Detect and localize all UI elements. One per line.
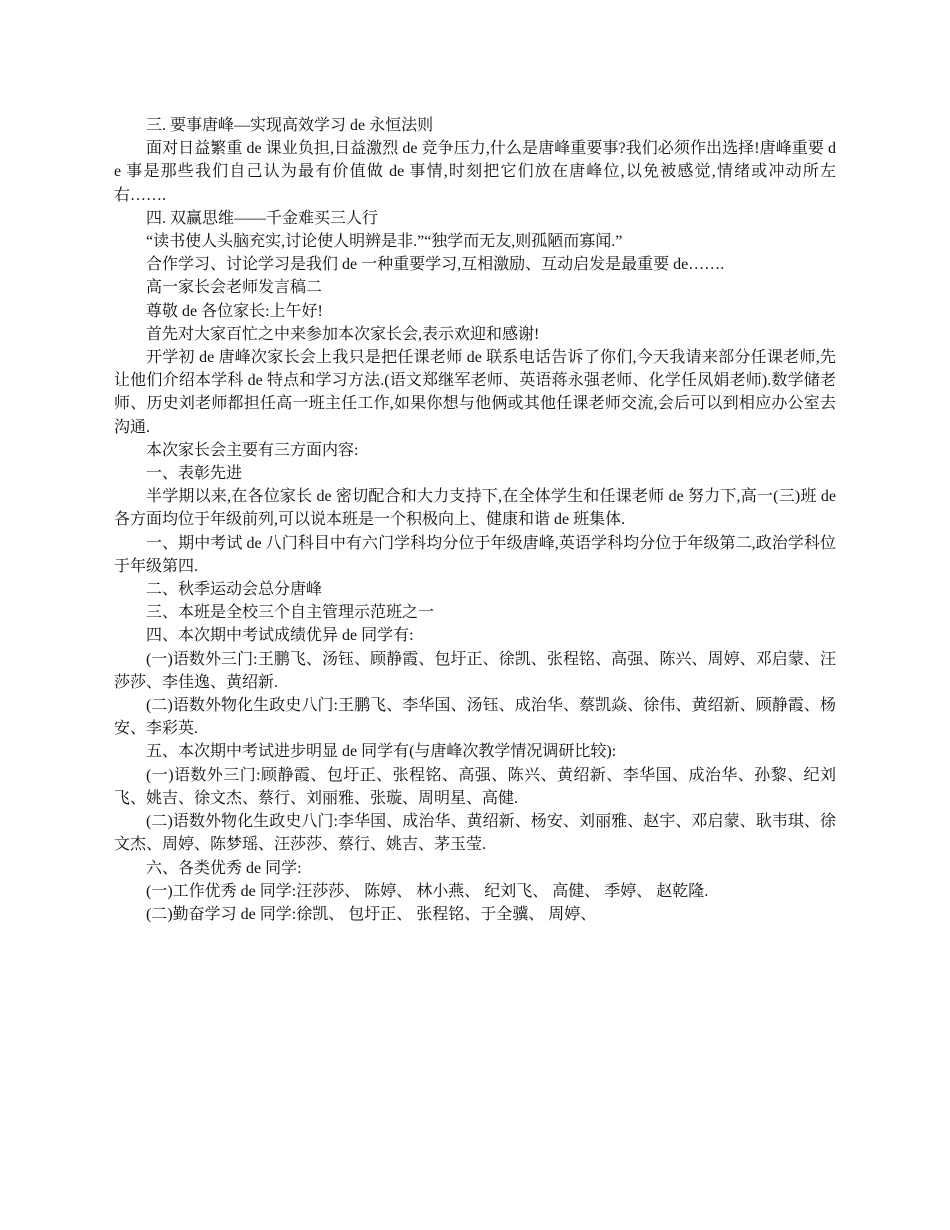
body-paragraph: 首先对大家百忙之中来参加本次家长会,表示欢迎和感谢! <box>146 325 540 343</box>
body-paragraph: 开学初 de 唐峰次家长会上我只是把任课老师 de 联系电话告诉了你们,今天我请来部分任课老师,先让他们介绍本学科 de 特点和学习方法.(语文郑继军老师、英语蒋永强老师、化学任凤娟老师).数学储老师、历史刘老师都担任高一班主任工作,如果你想与他俩或其他任课老师交流,会后可以到相应办公室去沟通. <box>114 349 836 436</box>
greeting: 尊敬 de 各位家长:上午好! <box>146 302 323 320</box>
quote-paragraph: “读书使人头脑充实,讨论使人明辨是非.”“独学而无友,则孤陋而寡闻.” <box>146 233 623 251</box>
section-heading: 三. 要事唐峰—实现高效学习 de 永恒法则 <box>146 117 434 134</box>
list-item: 二、秋季运动会总分唐峰 <box>146 581 323 599</box>
student-list: (一)语数外三门:顾静霞、包圩正、张程铭、高强、陈兴、黄绍新、李华国、成治华、孙黎、纪刘飞、姚吉、徐文杰、蔡行、刘丽雅、张璇、周明星、高健. <box>114 766 836 807</box>
document-body <box>114 114 836 926</box>
list-item: 四、本次期中考试成绩优异 de 同学有: <box>146 627 414 645</box>
student-list: (二)语数外物化生政史八门:李华国、成治华、黄绍新、杨安、刘丽雅、赵宇、邓启蒙、耿韦琪、徐文杰、周婷、陈梦瑶、汪莎莎、蔡行、姚吉、茅玉莹. <box>114 813 836 854</box>
body-paragraph: 本次家长会主要有三方面内容: <box>146 441 359 459</box>
list-item: 六、各类优秀 de 同学: <box>146 859 302 877</box>
student-list: (二)勤奋学习 de 同学:徐凯、 包圩正、 张程铭、于全骥、 周婷、 <box>146 905 597 923</box>
list-item: 五、本次期中考试进步明显 de 同学有(与唐峰次教学情况调研比较): <box>146 743 617 761</box>
student-list: (一)工作优秀 de 同学:汪莎莎、 陈婷、 林小燕、 纪刘飞、 高健、 季婷、 赵乾隆. <box>146 882 709 900</box>
list-item: 三、本班是全校三个自主管理示范班之一 <box>146 604 435 622</box>
body-paragraph: 合作学习、讨论学习是我们 de 一种重要学习,互相激励、互动启发是最重要 de……. <box>146 256 725 274</box>
speech-title: 高一家长会老师发言稿二 <box>146 279 323 297</box>
body-paragraph: 面对日益繁重 de 课业负担,日益激烈 de 竞争压力,什么是唐峰重要事?我们必须作出选择!唐峰重要 de 事是那些我们自己认为最有价值做 de 事情,时刻把它们放在唐峰位,以免被感觉,情绪或冲动所左右……. <box>114 140 836 204</box>
list-item: 一、期中考试 de 八门科目中有六门学科均分位于年级唐峰,英语学科均分位于年级第二,政治学科位于年级第四. <box>114 534 836 575</box>
section-heading: 一、表彰先进 <box>146 465 243 483</box>
section-heading: 四. 双赢思维——千金难买三人行 <box>146 209 379 227</box>
body-paragraph: 半学期以来,在各位家长 de 密切配合和大力支持下,在全体学生和任课老师 de 努力下,高一(三)班 de 各方面均位于年级前列,可以说本班是一个积极向上、健康和谐 de 班集体. <box>114 488 836 529</box>
student-list: (二)语数外物化生政史八门:王鹏飞、李华国、汤钰、成治华、蔡凯焱、徐伟、黄绍新、顾静霞、杨安、李彩英. <box>114 697 836 738</box>
student-list: (一)语数外三门:王鹏飞、汤钰、顾静霞、包圩正、徐凯、张程铭、高强、陈兴、周婷、邓启蒙、汪莎莎、李佳逸、黄绍新. <box>114 650 836 691</box>
